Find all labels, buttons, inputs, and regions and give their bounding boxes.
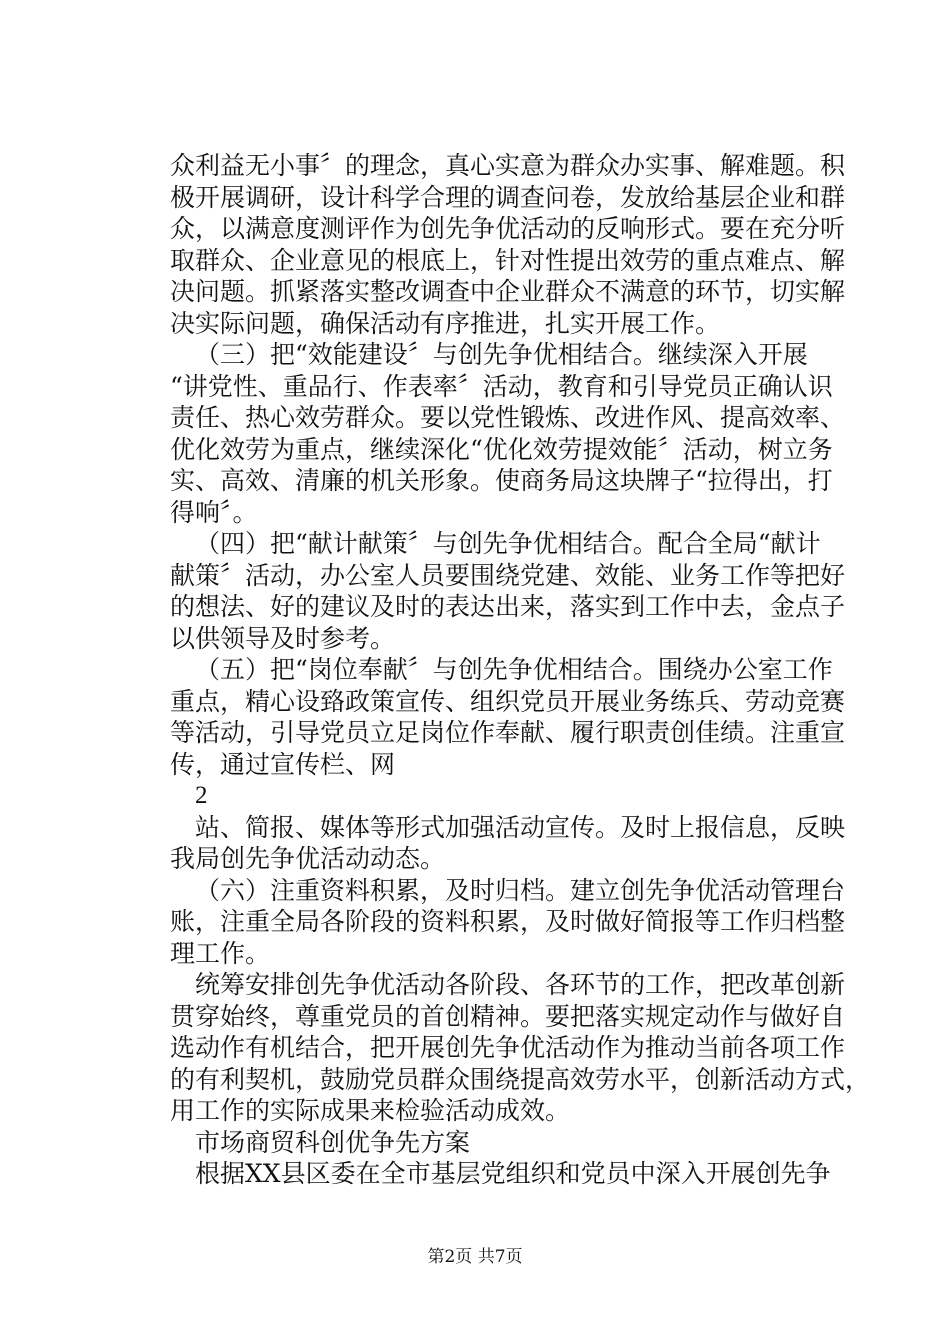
- text-line: 我局创先争优活动动态。: [170, 844, 446, 873]
- text-line: 根据XX县区委在全市基层党组织和党员中深入开展创先争: [195, 1159, 831, 1188]
- inline-page-number: 2: [195, 782, 208, 809]
- text-line: （三）把“效能建设〞与创先争优相结合。继续深入开展: [195, 340, 808, 369]
- text-line: 得响〞。: [170, 497, 258, 527]
- text-line: 用工作的实际成果来检验活动成效。: [170, 1096, 571, 1125]
- text-line: 责任、热心效劳群众。要以党性锻炼、改进作风、提高效率、: [170, 403, 846, 432]
- text-line: 众利益无小事〞的理念，真心实意为群众办实事、解难题。积: [170, 151, 846, 180]
- section-title: 市场商贸科创优争先方案: [195, 1127, 471, 1157]
- text-line: 传，通过宣传栏、网: [170, 749, 396, 779]
- text-line: 的有利契机，鼓励党员群众围绕提高效劳水平，创新活动方式，: [170, 1064, 871, 1094]
- text-line: 理工作。: [170, 938, 271, 968]
- text-line: 站、简报、媒体等形式加强活动宣传。及时上报信息，反映: [195, 812, 846, 842]
- text-line: 极开展调研，设计科学合理的调查问卷，发放给基层企业和群: [170, 182, 846, 212]
- text-line: （四）把“献计献策〞与创先争优相结合。配合全局“献计: [195, 529, 821, 558]
- text-line: “讲党性、重品行、作表率〞活动，教育和引导党员正确认识: [170, 371, 833, 401]
- text-line: 统筹安排创先争优活动各阶段、各环节的工作，把改革创新: [195, 970, 846, 999]
- document-body: [170, 150, 871, 1190]
- text-line: 贯穿始终，尊重党员的首创精神。要把落实规定动作与做好自: [170, 1001, 846, 1031]
- text-line: 献策〞活动，办公室人员要围绕党建、效能、业务工作等把好: [170, 560, 846, 590]
- text-line: 等活动，引导党员立足岗位作奉献、履行职责创佳绩。注重宣: [170, 718, 846, 747]
- text-line: 决实际问题，确保活动有序推进，扎实开展工作。: [170, 308, 721, 338]
- text-line: 众，以满意度测评作为创先争优活动的反响形式。要在充分听: [170, 214, 846, 243]
- page-footer: 第2页 共7页: [427, 1247, 523, 1267]
- text-line: 以供领导及时参考。: [170, 623, 396, 653]
- text-line: 取群众、企业意见的根底上，针对性提出效劳的重点难点、解: [170, 245, 846, 275]
- text-line: 账，注重全局各阶段的资料积累，及时做好简报等工作归档整: [170, 907, 846, 936]
- text-line: （五）把“岗位奉献〞与创先争优相结合。围绕办公室工作: [195, 655, 833, 684]
- text-line: 决问题。抓紧落实整改调查中企业群众不满意的环节，切实解: [170, 277, 846, 306]
- text-line: 选动作有机结合，把开展创先争优活动作为推动当前各项工作: [170, 1033, 846, 1062]
- text-line: 优化效劳为重点，继续深化“优化效劳提效能〞活动，树立务: [170, 434, 833, 464]
- text-line: （六）注重资料积累，及时归档。建立创先争优活动管理台: [195, 875, 846, 905]
- text-line: 重点，精心设臵政策宣传、组织党员开展业务练兵、劳动竞赛: [170, 686, 846, 716]
- text-line: 的想法、好的建议及时的表达出来，落实到工作中去，金点子: [170, 592, 846, 621]
- text-line: 实、高效、清廉的机关形象。使商务局这块牌子“拉得出，打: [170, 466, 833, 495]
